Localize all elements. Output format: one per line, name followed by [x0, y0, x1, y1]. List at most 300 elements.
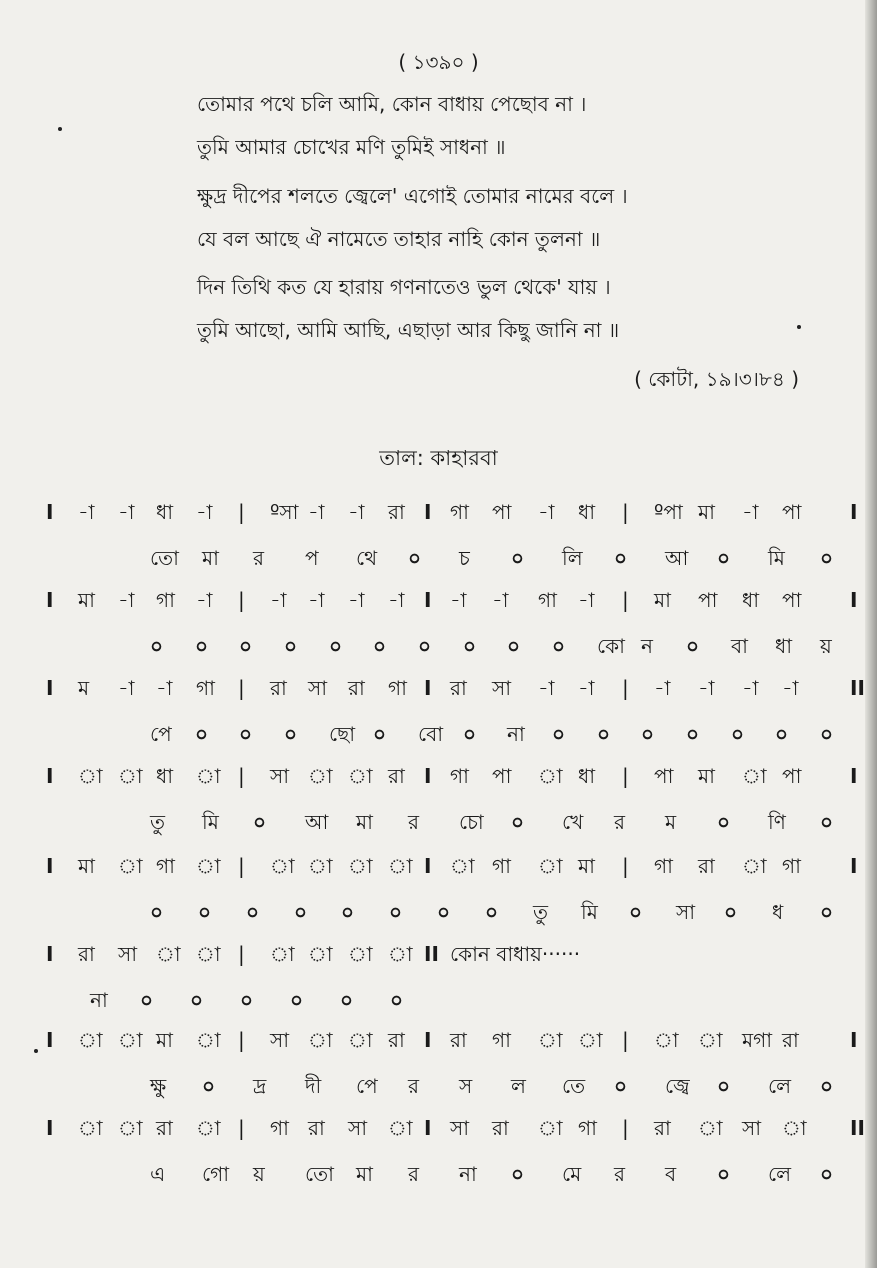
lyric-syllable-row — [0, 1154, 877, 1194]
swara-note: া — [78, 1116, 103, 1140]
lyric-syllable: ০ — [373, 634, 387, 658]
swara-note: া — [308, 942, 333, 966]
lyric-syllable: দ্র — [253, 1074, 267, 1098]
swara-note: মা — [654, 588, 671, 612]
lyric-syllable: ০ — [284, 634, 298, 658]
swara-note: -া — [196, 588, 213, 612]
swara-note: -া — [388, 588, 405, 612]
lyric-syllable: ০ — [389, 900, 403, 924]
lyric-syllable: তু — [533, 900, 549, 924]
bar-line: I — [46, 1028, 54, 1052]
swara-note: রা — [270, 676, 287, 700]
lyric-syllable: র — [614, 810, 626, 834]
lyric-syllable: থে — [356, 546, 378, 570]
swara-note: সা — [450, 1116, 470, 1140]
swara-note: -া — [118, 500, 135, 524]
bar-line: I — [46, 588, 54, 612]
swara-note: া — [348, 764, 373, 788]
swara-note: পা — [492, 500, 512, 524]
swara-note: া — [538, 1028, 563, 1052]
bar-line: | — [238, 1028, 245, 1052]
swara-row — [0, 1020, 877, 1060]
swara-note: পা — [492, 764, 512, 788]
lyric-syllable: ০ — [511, 810, 525, 834]
bar-line: I — [424, 588, 432, 612]
lyric-syllable: ০ — [597, 722, 611, 746]
lyric-syllable: লে — [768, 1074, 792, 1098]
swara-note: সা — [308, 676, 328, 700]
swara-row — [0, 846, 877, 886]
lyric-syllable: ০ — [820, 1074, 834, 1098]
lyric-syllable: তো — [305, 1162, 334, 1186]
swara-note: ºপা — [654, 500, 683, 524]
lyric-stanza-1 — [197, 83, 586, 169]
swara-note: া — [308, 764, 333, 788]
bar-line: I — [424, 676, 432, 700]
swara-note: সা — [270, 764, 290, 788]
swara-note: -া — [654, 676, 671, 700]
swara-note: -া — [348, 588, 365, 612]
lyric-syllable: লি — [562, 546, 583, 570]
swara-note: মা — [698, 764, 715, 788]
lyric-syllable: ০ — [150, 900, 164, 924]
lyric-syllable: র — [408, 810, 420, 834]
lyric-syllable: মে — [562, 1162, 582, 1186]
bar-line: | — [622, 854, 629, 878]
swara-note: া — [348, 1028, 373, 1052]
lyric-syllable: ধা — [775, 634, 793, 658]
swara-note: া — [196, 764, 221, 788]
lyric-syllable: গো — [202, 1162, 230, 1186]
lyric-syllable: র — [408, 1074, 420, 1098]
lyric-syllable: ০ — [195, 722, 209, 746]
lyric-syllable: ০ — [329, 634, 343, 658]
lyric-syllable: ০ — [239, 722, 253, 746]
swara-note: া — [118, 854, 143, 878]
swara-note: া — [388, 942, 413, 966]
lyric-syllable: ০ — [820, 810, 834, 834]
composition-place-date: ( কোটা, ১৯।৩।৮৪ ) — [634, 367, 799, 391]
lyric-syllable: ০ — [140, 988, 154, 1012]
lyric-syllable-row — [0, 714, 877, 754]
swara-note: -া — [538, 676, 555, 700]
swara-note: া — [196, 942, 221, 966]
lyric-syllable: স — [459, 1074, 473, 1098]
swara-note: া — [270, 942, 295, 966]
lyric-syllable: ০ — [246, 900, 260, 924]
bar-line: | — [622, 1116, 629, 1140]
swara-note: -া — [450, 588, 467, 612]
lyric-syllable: ০ — [614, 1074, 628, 1098]
swara-note: -া — [156, 676, 173, 700]
swara-note: সা — [118, 942, 138, 966]
swara-note: া — [118, 764, 143, 788]
lyric-syllable: জ্বে — [665, 1074, 690, 1098]
lyric-syllable-row — [0, 626, 877, 666]
bar-line: II — [850, 1116, 865, 1140]
lyric-syllable: ০ — [390, 988, 404, 1012]
swara-note: রা — [492, 1116, 509, 1140]
lyric-syllable: মা — [356, 1162, 373, 1186]
swara-row — [0, 668, 877, 708]
lyric-syllable: দী — [305, 1074, 322, 1098]
lyric-syllable: ০ — [290, 988, 304, 1012]
lyric-syllable: ০ — [437, 900, 451, 924]
bar-line: | — [622, 588, 629, 612]
bar-line: | — [622, 764, 629, 788]
swara-note: া — [578, 1028, 603, 1052]
swara-row — [0, 492, 877, 532]
bar-line: I — [46, 854, 54, 878]
swara-row — [0, 756, 877, 796]
swara-note: সা — [348, 1116, 368, 1140]
lyric-syllable: ০ — [552, 634, 566, 658]
swara-note: া — [118, 1116, 143, 1140]
lyric-syllable: তু — [150, 810, 166, 834]
lyric-syllable: সা — [676, 900, 696, 924]
page-number: ( ১৩৯০ ) — [398, 50, 479, 74]
lyric-syllable: আ — [305, 810, 329, 834]
swara-note: গা — [782, 854, 801, 878]
lyric-syllable: ০ — [507, 634, 521, 658]
bar-line: I — [46, 676, 54, 700]
bar-line: | — [238, 1116, 245, 1140]
lyric-syllable: ধ — [772, 900, 784, 924]
swara-note: -া — [308, 500, 325, 524]
lyric-syllable: র — [408, 1162, 420, 1186]
lyric-syllable: ০ — [717, 546, 731, 570]
bar-line: I — [424, 500, 432, 524]
swara-note: মা — [698, 500, 715, 524]
lyric-syllable: ম — [665, 810, 677, 834]
bar-line: I — [46, 500, 54, 524]
swara-note: পা — [782, 500, 802, 524]
lyric-syllable: ০ — [463, 634, 477, 658]
swara-note: ম — [78, 676, 90, 700]
lyric-syllable: মি — [202, 810, 219, 834]
bar-line: I — [424, 854, 432, 878]
swara-note: গা — [538, 588, 557, 612]
tala-heading: তাল: কাহারবা — [379, 446, 498, 470]
swara-note: -া — [578, 588, 595, 612]
lyric-syllable: ০ — [775, 722, 789, 746]
swara-note: সা — [270, 1028, 290, 1052]
lyric-syllable: প — [305, 546, 319, 570]
swara-note: া — [196, 854, 221, 878]
swara-note: রা — [450, 1028, 467, 1052]
lyric-syllable: আ — [665, 546, 689, 570]
swara-note: -া — [196, 500, 213, 524]
swara-note: গা — [492, 1028, 511, 1052]
bar-line: I — [46, 1116, 54, 1140]
bar-line: I — [46, 942, 54, 966]
swara-note: ধা — [578, 500, 596, 524]
swara-note: সা — [742, 1116, 762, 1140]
lyric-syllable: না — [90, 988, 108, 1012]
lyric-syllable-row — [0, 892, 877, 932]
lyric-syllable: ০ — [717, 810, 731, 834]
speck — [58, 127, 62, 131]
bar-line: | — [238, 942, 245, 966]
lyric-syllable: মি — [768, 546, 785, 570]
swara-note: রা — [654, 1116, 671, 1140]
swara-note: া — [196, 1116, 221, 1140]
lyric-syllable: ০ — [511, 1162, 525, 1186]
swara-note: গা — [450, 764, 469, 788]
swara-note: রা — [348, 676, 365, 700]
lyric-syllable: ০ — [408, 546, 422, 570]
lyric-syllable: তে — [562, 1074, 586, 1098]
swara-note: -া — [782, 676, 799, 700]
lyric-syllable: ০ — [641, 722, 655, 746]
lyric-syllable: য় — [820, 634, 832, 658]
swara-note: -া — [578, 676, 595, 700]
swara-note: -া — [118, 588, 135, 612]
swara-note: রা — [388, 500, 405, 524]
lyric-syllable: এ — [150, 1162, 166, 1186]
swara-note: া — [78, 764, 103, 788]
lyric-syllable: ০ — [686, 634, 700, 658]
swara-note: -া — [78, 500, 95, 524]
lyric-line: দিন তিথি কত যে হারায় গণনাতেও ভুল থেকে' যায় । — [197, 275, 611, 299]
lyric-syllable: ০ — [195, 634, 209, 658]
speck — [797, 325, 801, 329]
swara-note: া — [348, 942, 373, 966]
swara-note: কোন বাধায়······ — [450, 942, 581, 966]
lyric-syllable: ক্ষু — [150, 1074, 167, 1098]
swara-note: া — [698, 1116, 723, 1140]
swara-note: ধা — [578, 764, 596, 788]
lyric-syllable: ০ — [820, 900, 834, 924]
lyric-syllable: ০ — [240, 988, 254, 1012]
bar-line: I — [424, 1116, 432, 1140]
swara-note: া — [538, 1116, 563, 1140]
swara-note: রা — [782, 1028, 799, 1052]
swara-note: পা — [654, 764, 674, 788]
swara-note: ºসা — [270, 500, 299, 524]
swara-note: মগা — [742, 1028, 773, 1052]
swara-note: া — [156, 942, 181, 966]
bar-line: | — [622, 1028, 629, 1052]
swara-note: গা — [492, 854, 511, 878]
swara-note: -া — [538, 500, 555, 524]
lyric-syllable: ন — [641, 634, 653, 658]
swara-row — [0, 1108, 877, 1148]
swara-note: পা — [782, 764, 802, 788]
lyric-syllable: ০ — [731, 722, 745, 746]
lyric-syllable: ব — [665, 1162, 677, 1186]
lyric-syllable: ০ — [820, 722, 834, 746]
bar-line: | — [238, 854, 245, 878]
swara-row — [0, 580, 877, 620]
swara-note: ধা — [742, 588, 760, 612]
lyric-syllable: চ — [459, 546, 470, 570]
lyric-syllable: পে — [356, 1074, 378, 1098]
lyric-syllable: ০ — [717, 1074, 731, 1098]
swara-note: া — [450, 854, 475, 878]
lyric-syllable: না — [507, 722, 525, 746]
swara-note: া — [654, 1028, 679, 1052]
swara-note: মা — [156, 1028, 173, 1052]
swara-note: া — [538, 764, 563, 788]
lyric-syllable: ০ — [190, 988, 204, 1012]
lyric-syllable: ০ — [253, 810, 267, 834]
lyric-syllable: না — [459, 1162, 477, 1186]
bar-line: I — [850, 588, 858, 612]
lyric-syllable-row — [0, 802, 877, 842]
lyric-line: তুমি আছো, আমি আছি, এছাড়া আর কিছু জানি না ॥ — [197, 318, 620, 342]
swara-note: -া — [348, 500, 365, 524]
bar-line: | — [238, 500, 245, 524]
bar-line: II — [850, 676, 865, 700]
swara-note: া — [118, 1028, 143, 1052]
swara-note: গা — [156, 588, 175, 612]
lyric-syllable: ০ — [724, 900, 738, 924]
swara-note: গা — [196, 676, 215, 700]
swara-note: া — [742, 764, 767, 788]
bar-line: I — [424, 764, 432, 788]
lyric-line: তোমার পথে চলি আমি, কোন বাধায় পেছোব না । — [197, 92, 587, 116]
lyric-syllable: ০ — [485, 900, 499, 924]
swara-note: া — [782, 1116, 807, 1140]
swara-note: রা — [450, 676, 467, 700]
lyric-syllable-row — [0, 538, 877, 578]
bar-line: I — [850, 764, 858, 788]
swara-note: া — [538, 854, 563, 878]
lyric-syllable: পে — [150, 722, 172, 746]
lyric-syllable-row — [0, 980, 877, 1020]
swara-note: মা — [78, 854, 95, 878]
lyric-syllable: ০ — [418, 634, 432, 658]
lyric-syllable: ০ — [820, 1162, 834, 1186]
lyric-syllable: মা — [356, 810, 373, 834]
swara-note: পা — [782, 588, 802, 612]
swara-note: পা — [698, 588, 718, 612]
bar-line: I — [850, 1028, 858, 1052]
bar-line: II — [424, 942, 439, 966]
lyric-stanza-3 — [197, 266, 619, 352]
lyric-syllable: ০ — [629, 900, 643, 924]
lyric-line: ক্ষুদ্র দীপের শলতে জ্বেলে' এগোই তোমার নামের বলে । — [197, 184, 628, 208]
swara-note: রা — [388, 764, 405, 788]
swara-note: া — [308, 854, 333, 878]
lyric-line: তুমি আমার চোখের মণি তুমিই সাধনা ॥ — [197, 135, 506, 159]
lyric-syllable: ০ — [511, 546, 525, 570]
lyric-syllable: ০ — [717, 1162, 731, 1186]
lyric-syllable: ০ — [341, 900, 355, 924]
swara-note: সা — [492, 676, 512, 700]
swara-note: -া — [308, 588, 325, 612]
lyric-syllable: ণি — [768, 810, 786, 834]
bar-line: I — [46, 764, 54, 788]
lyric-syllable: তো — [150, 546, 179, 570]
swara-note: -া — [270, 588, 287, 612]
lyric-syllable: খে — [562, 810, 584, 834]
bar-line: | — [238, 588, 245, 612]
swara-note: রা — [78, 942, 95, 966]
swara-note: -া — [118, 676, 135, 700]
lyric-syllable: চো — [459, 810, 484, 834]
swara-note: গা — [270, 1116, 289, 1140]
swara-note: মা — [78, 588, 95, 612]
swara-note: গা — [654, 854, 673, 878]
lyric-syllable: ০ — [202, 1074, 216, 1098]
swara-note: রা — [308, 1116, 325, 1140]
lyric-syllable: ল — [511, 1074, 526, 1098]
lyric-syllable-row — [0, 1066, 877, 1106]
lyric-syllable: র — [253, 546, 265, 570]
speck — [34, 1049, 38, 1053]
lyric-syllable: ০ — [552, 722, 566, 746]
swara-note: গা — [578, 1116, 597, 1140]
lyric-syllable: মি — [581, 900, 598, 924]
lyric-syllable: ০ — [340, 988, 354, 1012]
lyric-syllable: মা — [202, 546, 219, 570]
swara-note: া — [742, 854, 767, 878]
swara-note: া — [348, 854, 373, 878]
lyric-syllable: ০ — [239, 634, 253, 658]
lyric-syllable: লে — [768, 1162, 792, 1186]
lyric-syllable: ০ — [614, 546, 628, 570]
swara-row — [0, 934, 877, 974]
bar-line: I — [850, 500, 858, 524]
lyric-syllable: ০ — [686, 722, 700, 746]
swara-note: া — [196, 1028, 221, 1052]
swara-note: া — [388, 854, 413, 878]
lyric-syllable: ০ — [820, 546, 834, 570]
swara-note: রা — [698, 854, 715, 878]
swara-note: -া — [742, 676, 759, 700]
swara-note: মা — [578, 854, 595, 878]
swara-note: -া — [492, 588, 509, 612]
swara-note: রা — [156, 1116, 173, 1140]
bar-line: I — [850, 854, 858, 878]
swara-note: -া — [698, 676, 715, 700]
swara-note: গা — [388, 676, 407, 700]
swara-note: া — [270, 854, 295, 878]
lyric-stanza-2 — [197, 175, 628, 261]
bar-line: | — [238, 676, 245, 700]
lyric-syllable: র — [614, 1162, 626, 1186]
bar-line: | — [238, 764, 245, 788]
lyric-syllable: বা — [731, 634, 748, 658]
bar-line: | — [622, 676, 629, 700]
swara-note: -া — [742, 500, 759, 524]
lyric-syllable: ০ — [150, 634, 164, 658]
swara-note: গা — [156, 854, 175, 878]
swara-note: গা — [450, 500, 469, 524]
swara-note: ধা — [156, 764, 174, 788]
swara-note: া — [388, 1116, 413, 1140]
lyric-syllable: য় — [253, 1162, 265, 1186]
lyric-syllable: ০ — [294, 900, 308, 924]
swara-note: া — [698, 1028, 723, 1052]
lyric-syllable: ০ — [198, 900, 212, 924]
lyric-syllable: কো — [597, 634, 625, 658]
lyric-syllable: ০ — [284, 722, 298, 746]
swara-note: রা — [388, 1028, 405, 1052]
swara-note: া — [78, 1028, 103, 1052]
lyric-syllable: বো — [418, 722, 444, 746]
lyric-syllable: ছো — [329, 722, 356, 746]
bar-line: | — [622, 500, 629, 524]
bar-line: I — [424, 1028, 432, 1052]
lyric-syllable: ০ — [373, 722, 387, 746]
swara-note: া — [308, 1028, 333, 1052]
swara-note: ধা — [156, 500, 174, 524]
lyric-syllable: ০ — [463, 722, 477, 746]
lyric-line: যে বল আছে ঐ নামেতে তাহার নাহি কোন তুলনা ॥ — [197, 227, 601, 251]
